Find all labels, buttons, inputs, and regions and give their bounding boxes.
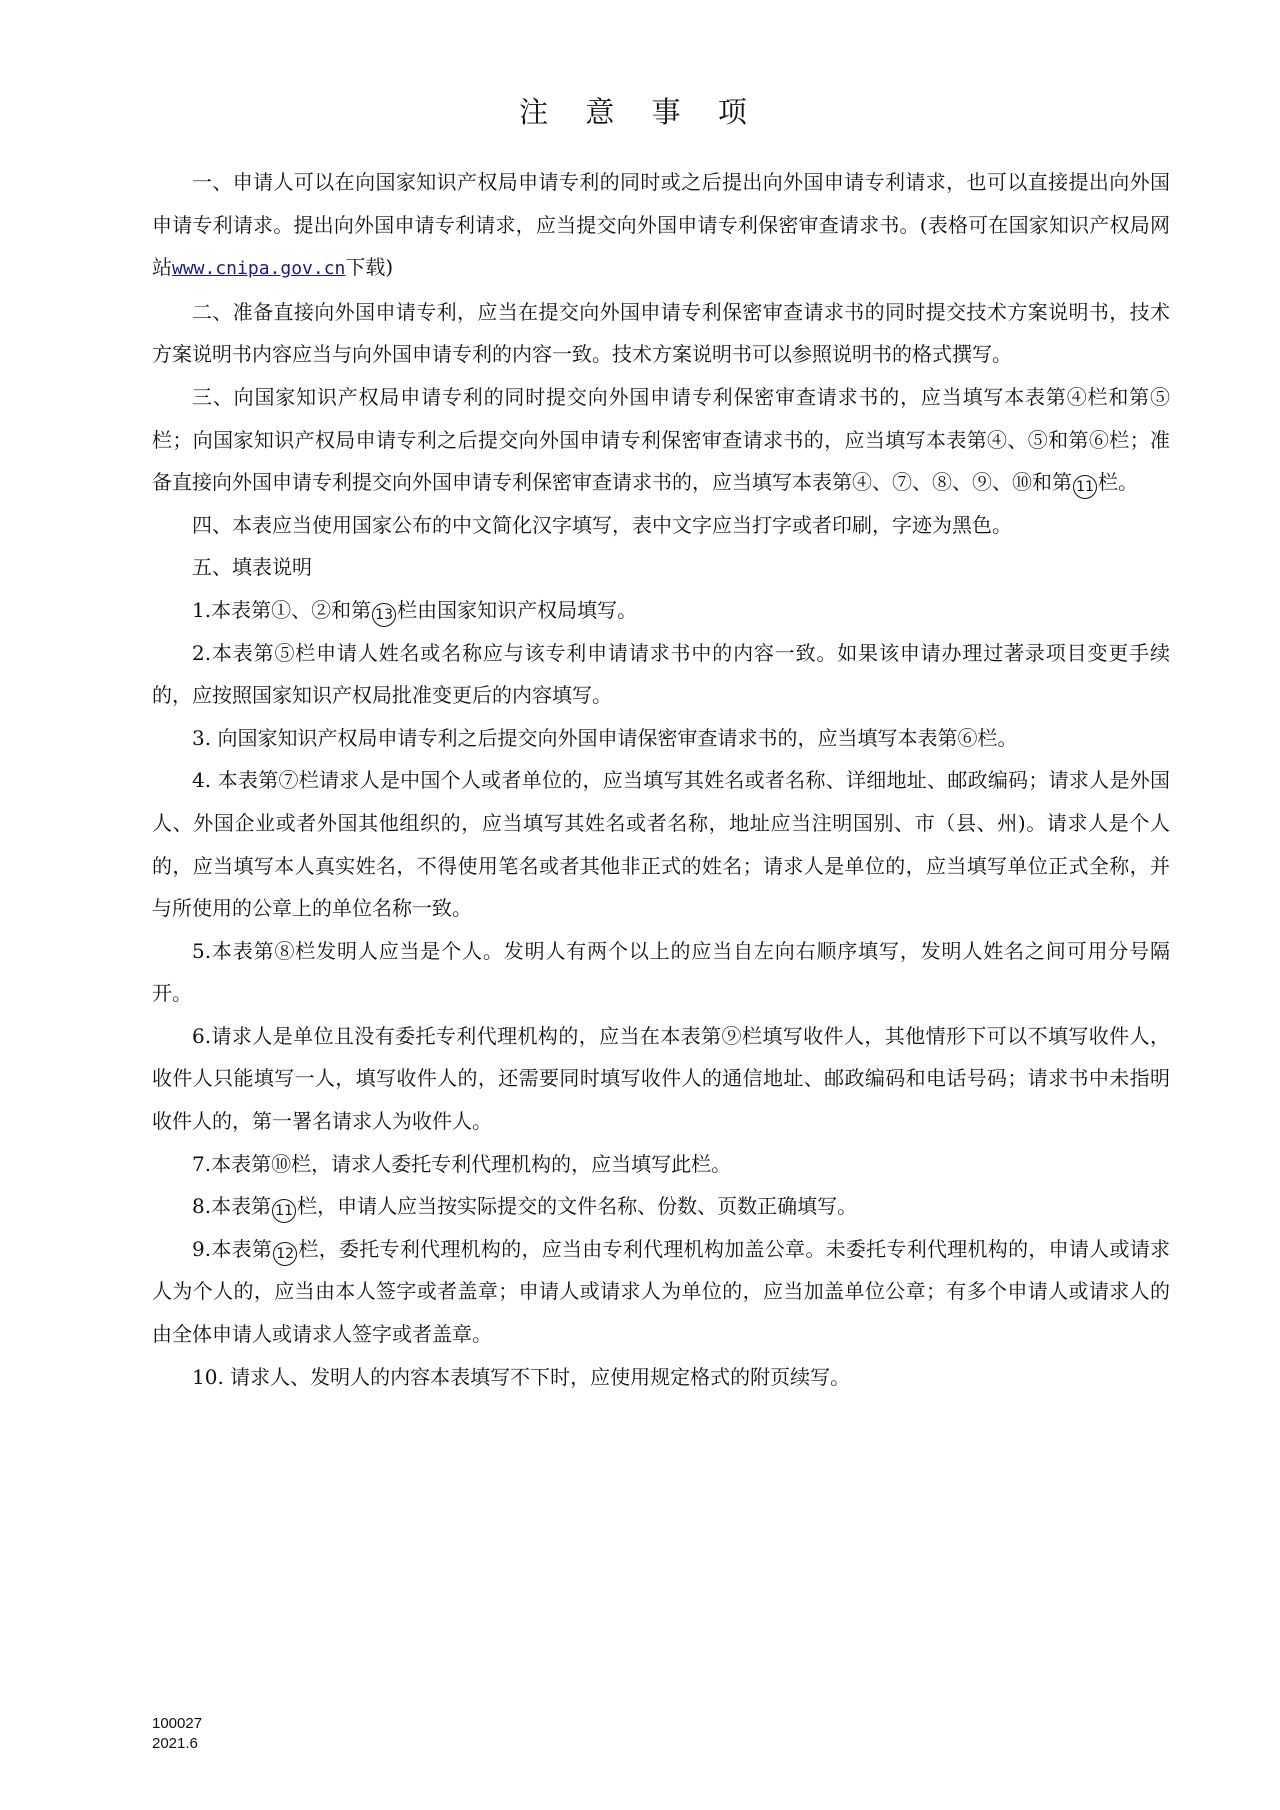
form-code: 100027 xyxy=(152,1715,203,1732)
instruction-item-10: 10. 请求人、发明人的内容本表填写不下时，应使用规定格式的附页续写。 xyxy=(192,1364,851,1389)
cnipa-website-link[interactable]: www.cnipa.gov.cn xyxy=(172,258,346,280)
instruction-item-6: 6.请求人是单位且没有委托专利代理机构的，应当在本表第⑨栏填写收件人，其他情形下可以不填写收件人，收件人只能填写一人，填写收件人的，还需要同时填写收件人的通信地址、邮政编码和电话号码；请求书中未指明收件人的，第一署名请求人为收件人。 xyxy=(152,1023,1170,1134)
circled-number-11: 11 xyxy=(1073,475,1097,499)
instruction-item-5: 5.本表第⑧栏发明人应当是个人。发明人有两个以上的应当自左向右顺序填写，发明人姓名之间可用分号隔开。 xyxy=(152,938,1170,1006)
note-text: 8.本表第 xyxy=(192,1194,272,1219)
note-text: 栏，委托专利代理机构的，应当由专利代理机构加盖公章。未委托专利代理机构的，申请人或请求人为个人的，应当由本人签字或者盖章；申请人或请求人为单位的，应当加盖单位公章；有多个申请人或请求人的由全体申请人或请求人签字或者盖章。 xyxy=(152,1236,1170,1347)
note-text: 一、申请人可以在向国家知识产权局申请专利的同时或之后提出向外国申请专利请求，也可以直接提出向外国申请专利请求。提出向外国申请专利请求，应当提交向外国申请专利保密审查请求书。(表格可在国家知识产权局网站 xyxy=(152,170,1170,280)
form-version: 2021.6 xyxy=(152,1735,198,1752)
note-text: 1.本表第①、②和第 xyxy=(192,597,372,622)
instruction-item-7: 7.本表第⑩栏，请求人委托专利代理机构的，应当填写此栏。 xyxy=(192,1151,732,1176)
note-text: 下载) xyxy=(345,255,394,280)
note-paragraph-2: 二、准备直接向外国申请专利，应当在提交向外国申请专利保密审查请求书的同时提交技术方案说明书，技术方案说明书内容应当与向外国申请专利的内容一致。技术方案说明书可以参照说明书的格式撰写。 xyxy=(152,299,1170,367)
note-text: 9.本表第 xyxy=(192,1236,273,1261)
instruction-item-1 xyxy=(152,589,1170,632)
page-title: 注 意 事 项 xyxy=(519,95,761,129)
instruction-item-8 xyxy=(152,1185,1170,1228)
circled-number-12: 12 xyxy=(273,1242,297,1266)
instruction-item-9 xyxy=(152,1228,1170,1356)
instruction-item-3: 3. 向国家知识产权局申请专利之后提交向外国申请保密审查请求书的，应当填写本表第⑥栏。 xyxy=(192,725,1018,750)
circled-number-13: 13 xyxy=(372,603,396,627)
instruction-item-4: 4. 本表第⑦栏请求人是中国个人或者单位的，应当填写其姓名或者名称、详细地址、邮政编码；请求人是外国人、外国企业或者外国其他组织的，应当填写其姓名或者名称，地址应当注明国别、市（县、州)。请求人是个人的，应当填写本人真实姓名，不得使用笔名或者其他非正式的姓名；请求人是单位的，应当填写单位正式全称，并与所使用的公章上的单位名称一致。 xyxy=(152,768,1170,921)
note-text: 栏由国家知识产权局填写。 xyxy=(397,597,638,622)
note-text: 栏。 xyxy=(1098,470,1138,495)
circled-number-11: 11 xyxy=(272,1199,296,1223)
note-text: 栏，申请人应当按实际提交的文件名称、份数、页数正确填写。 xyxy=(297,1194,858,1219)
instruction-item-2: 2.本表第⑤栏申请人姓名或名称应与该专利申请请求书中的内容一致。如果该申请办理过著录项目变更手续的，应按照国家知识产权局批准变更后的内容填写。 xyxy=(152,640,1170,708)
note-paragraph-5: 五、填表说明 xyxy=(192,555,312,580)
note-paragraph-1 xyxy=(152,161,1170,291)
notes-content xyxy=(152,161,1170,1398)
note-paragraph-3 xyxy=(152,376,1170,504)
form-footer xyxy=(152,1714,202,1754)
note-paragraph-4: 四、本表应当使用国家公布的中文简化汉字填写，表中文字应当打字或者印刷，字迹为黑色。 xyxy=(192,512,1012,537)
note-text: 三、向国家知识产权局申请专利的同时提交向外国申请专利保密审查请求书的，应当填写本表第④栏和第⑤栏；向国家知识产权局申请专利之后提交向外国申请专利保密审查请求书的，应当填写本表第④、⑤和第⑥栏；准备直接向外国申请专利提交向外国申请专利保密审查请求书的，应当填写本表第④、⑦、⑧、⑨、⑩和第 xyxy=(152,384,1170,495)
